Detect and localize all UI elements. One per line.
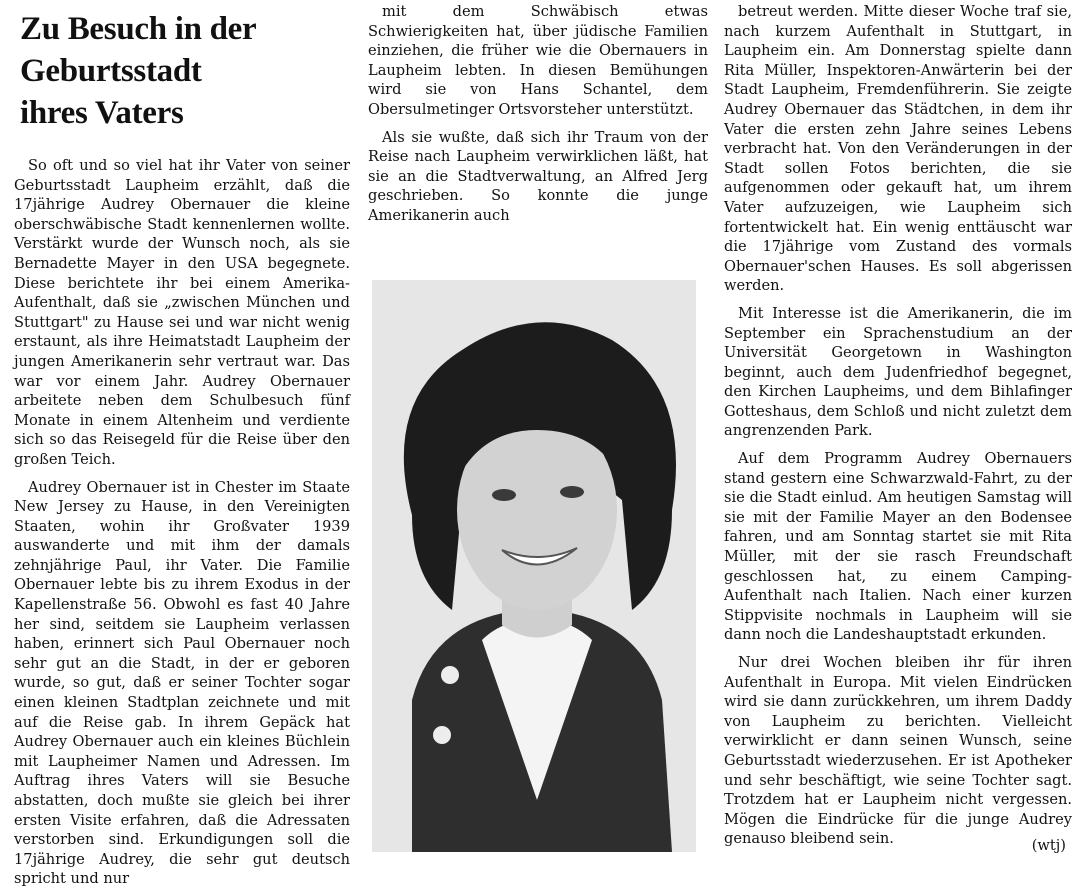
column-2 xyxy=(368,0,708,226)
portrait-illustration xyxy=(372,280,696,852)
paragraph: Als sie wußte, daß sich ihr Traum von der Reise nach Laupheim verwirklichen läßt, hat sie an die Stadtverwaltung, an Alfred Jerg geschrieben. So konnte die junge Amerikanerin auch xyxy=(368,128,708,224)
headline-line-1: Zu Besuch in der xyxy=(20,11,257,47)
column-1 xyxy=(14,0,350,889)
headline-line-3: ihres Vaters xyxy=(20,95,184,131)
paragraph: mit dem Schwäbisch etwas Schwierigkeiten hat, über jüdische Familien einziehen, die früher wie die Obernauers in Laupheim lebten. In diesen Bemühungen wird sie von Hans Schantel, dem Obersulmetinger Ortsvorsteher unterstützt. xyxy=(368,3,708,118)
column-3 xyxy=(724,0,1072,849)
paragraph: betreut werden. Mitte dieser Woche traf sie, nach kurzem Aufenthalt in Stuttgart, in Laupheim ein. Am Donnerstag spielte dann Rita Müller, Inspektoren-Anwärterin bei der Stadt Laupheim, Fremdenführerin. Sie zeigte Audrey Obernauer das Städtchen, in dem ihr Vater die ersten zehn Jahre seines Lebens verbracht hat. Von den Veränderungen in der Stadt sollen Fotos berichten, die sie aufgenommen oder gekauft hat, um ihrem Vater aufzuzeigen, wie Laupheim sich fortentwickelt hat. Ein wenig enttäuscht war die 17jährige vom Zustand des vormals Obernauer'schen Hauses. Es soll abgerissen werden. xyxy=(724,3,1072,295)
jacket-button xyxy=(441,666,459,684)
author-signature: (wtj) xyxy=(1031,837,1066,854)
paragraph: Audrey Obernauer ist in Chester im Staate New Jersey zu Hause, in den Vereinigten Staaten, wohin ihr Großvater 1939 auswanderte und mit ihm der damals zehnjährige Paul, ihr Vater. Die Familie Obernauer lebte bis zu ihrem Exodus in der Kapellenstraße 56. Obwohl es fast 40 Jahre her sind, seitdem sie Laupheim verlassen haben, erinnert sich Paul Obernauer noch sehr gut an die Stadt, in der er geboren wurde, so gut, daß er seiner Tochter sogar einen kleinen Stadtplan zeichnete und mit auf die Reise gab. In ihrem Gepäck hat Audrey Obernauer auch ein kleines Büchlein mit Laupheimer Namen und Adressen. Im Auftrag ihres Vaters will sie Besuche abstatten, doch mußte sie gleich bei ihrer ersten Visite erfahren, daß die Adressaten verstorben sind. Erkundigungen soll die 17jährige Audrey, die sehr gut deutsch spricht und nur xyxy=(14,478,350,888)
paragraph: Nur drei Wochen bleiben ihr für ihren Aufenthalt in Europa. Mit vielen Eindrücken wird sie dann zurückkehren, um ihrem Daddy von Laupheim zu berichten. Vielleicht verwirklicht er dann seinen Wunsch, seine Geburtsstadt wiederzusehen. Er ist Apotheker und sehr beschäftigt, wie seine Tochter sagt. Trotzdem hat er Laupheim nicht vergessen. Mögen die Eindrücke für die junge Audrey genauso bleibend sein. xyxy=(724,654,1072,848)
paragraph: Auf dem Programm Audrey Obernauers stand gestern eine Schwarzwald-Fahrt, zu der sie die Stadt einlud. Am heutigen Samstag will sie mit der Familie Mayer an den Bodensee fahren, und am Sonntag startet sie mit Rita Müller, mit der sie rasch Freundschaft geschlossen hat, zu einem Camping-Aufenthalt nach Italien. Nach einer kurzen Stippvisite nochmals in Laupheim will sie dann noch die Landeshauptstadt erkunden. xyxy=(724,450,1072,644)
eye-left xyxy=(492,489,516,501)
paragraph: Mit Interesse ist die Amerikanerin, die im September ein Sprachenstudium an der Universität Georgetown in Washington beginnt, auch dem Judenfriedhof begegnet, den Kirchen Laupheims, und dem Bihlafinger Gotteshaus, dem Schloß und nicht zuletzt dem angrenzenden Park. xyxy=(724,304,1072,440)
eye-right xyxy=(560,486,584,498)
jacket-button xyxy=(433,726,451,744)
headline xyxy=(20,8,350,134)
portrait-photo xyxy=(372,280,696,852)
headline-line-2: Geburtsstadt xyxy=(20,53,202,89)
paragraph: So oft und so viel hat ihr Vater von seiner Geburtsstadt Laupheim erzählt, daß die 17jährige Audrey Obernauer die kleine oberschwäbische Stadt kennenlernen wollte. Verstärkt wurde der Wunsch noch, als sie Bernadette Mayer in den USA begegnete. Diese berichtete ihr bei einem Amerika-Aufenthalt, daß sie „zwischen München und Stuttgart" zu Hause sei und war nicht wenig erstaunt, als ihre Heimatstadt Laupheim der jungen Amerikanerin sehr vertraut war. Das war vor einem Jahr. Audrey Obernauer arbeitete neben dem Schulbesuch fünf Monate in einem Altenheim und verdiente sich so das Reisegeld für die Reise über den großen Teich. xyxy=(14,157,350,468)
